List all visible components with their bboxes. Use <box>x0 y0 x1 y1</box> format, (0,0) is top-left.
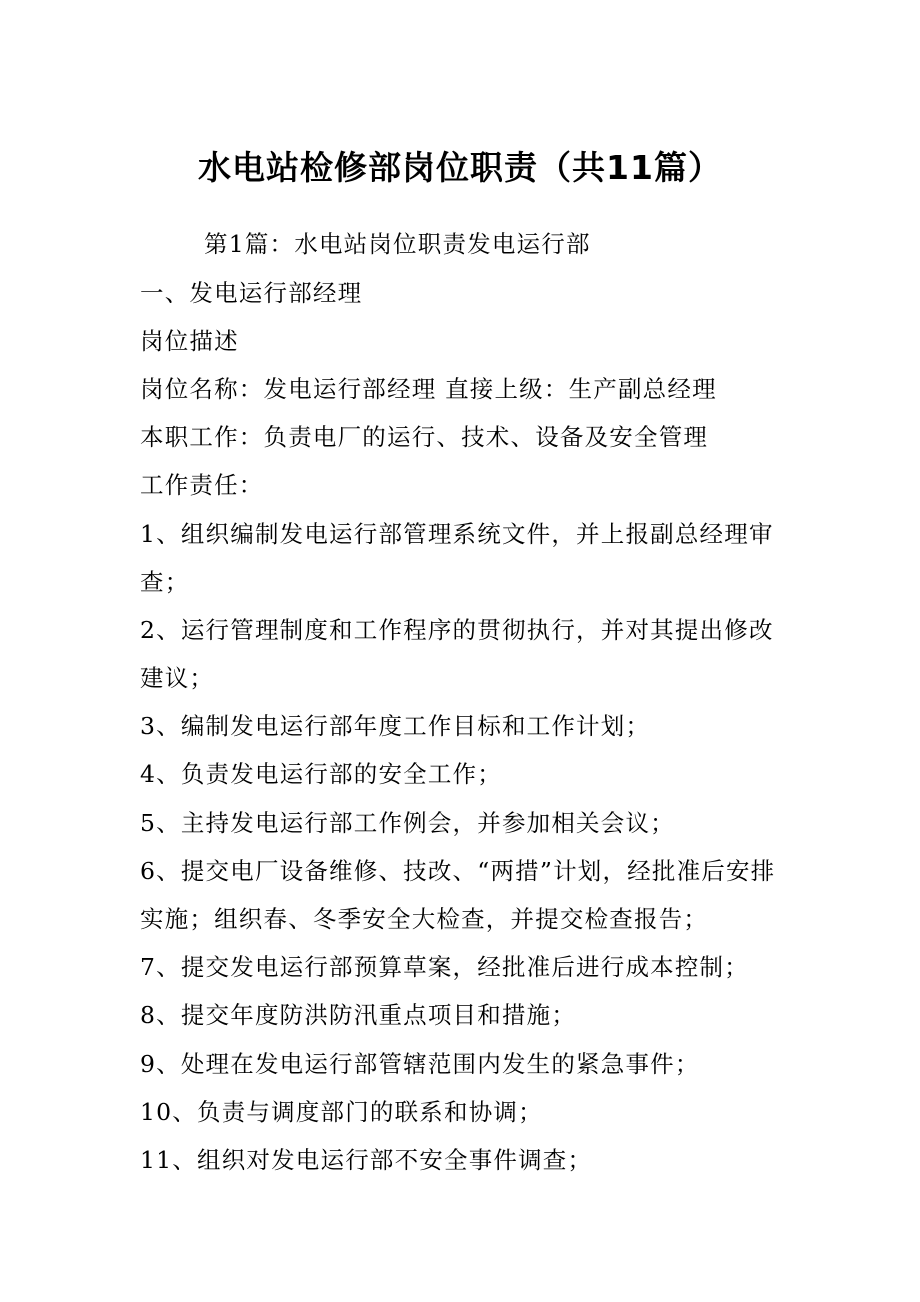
document-title: 水电站检修部岗位职责（共11篇） <box>198 148 722 187</box>
list-item-10: 10、负责与调度部门的联系和协调； <box>140 1098 543 1126</box>
list-item-8: 8、提交年度防洪防汛重点项目和措施； <box>140 1001 577 1029</box>
list-item-2-continued: 建议； <box>140 664 215 692</box>
position-line: 岗位名称：发电运行部经理 直接上级：生产副总经理 <box>140 375 717 403</box>
list-item-1-continued: 查； <box>140 568 190 596</box>
duty-line: 本职工作：负责电厂的运行、技术、设备及安全管理 <box>140 423 709 451</box>
list-item-11: 11、组织对发电运行部不安全事件调查； <box>140 1146 593 1174</box>
list-item-1: 1、组织编制发电运行部管理系统文件，并上报副总经理审 <box>140 520 774 548</box>
chapter-heading: 第1篇：水电站岗位职责发电运行部 <box>204 230 591 258</box>
list-item-6-continued: 实施；组织春、冬季安全大检查，并提交检查报告； <box>140 905 709 933</box>
list-item-7: 7、提交发电运行部预算草案，经批准后进行成本控制； <box>140 953 749 981</box>
list-item-3: 3、编制发电运行部年度工作目标和工作计划； <box>140 712 651 740</box>
sub-heading: 岗位描述 <box>140 327 239 355</box>
responsibility-heading: 工作责任： <box>140 471 264 499</box>
list-item-4: 4、负责发电运行部的安全工作； <box>140 760 502 788</box>
section-heading: 一、发电运行部经理 <box>140 279 363 307</box>
list-item-5: 5、主持发电运行部工作例会，并参加相关会议； <box>140 809 675 837</box>
list-item-9: 9、处理在发电运行部管辖范围内发生的紧急事件； <box>140 1050 700 1078</box>
list-item-6: 6、提交电厂设备维修、技改、“两措”计划，经批准后安排 <box>140 857 776 885</box>
list-item-2: 2、运行管理制度和工作程序的贯彻执行，并对其提出修改 <box>140 616 774 644</box>
